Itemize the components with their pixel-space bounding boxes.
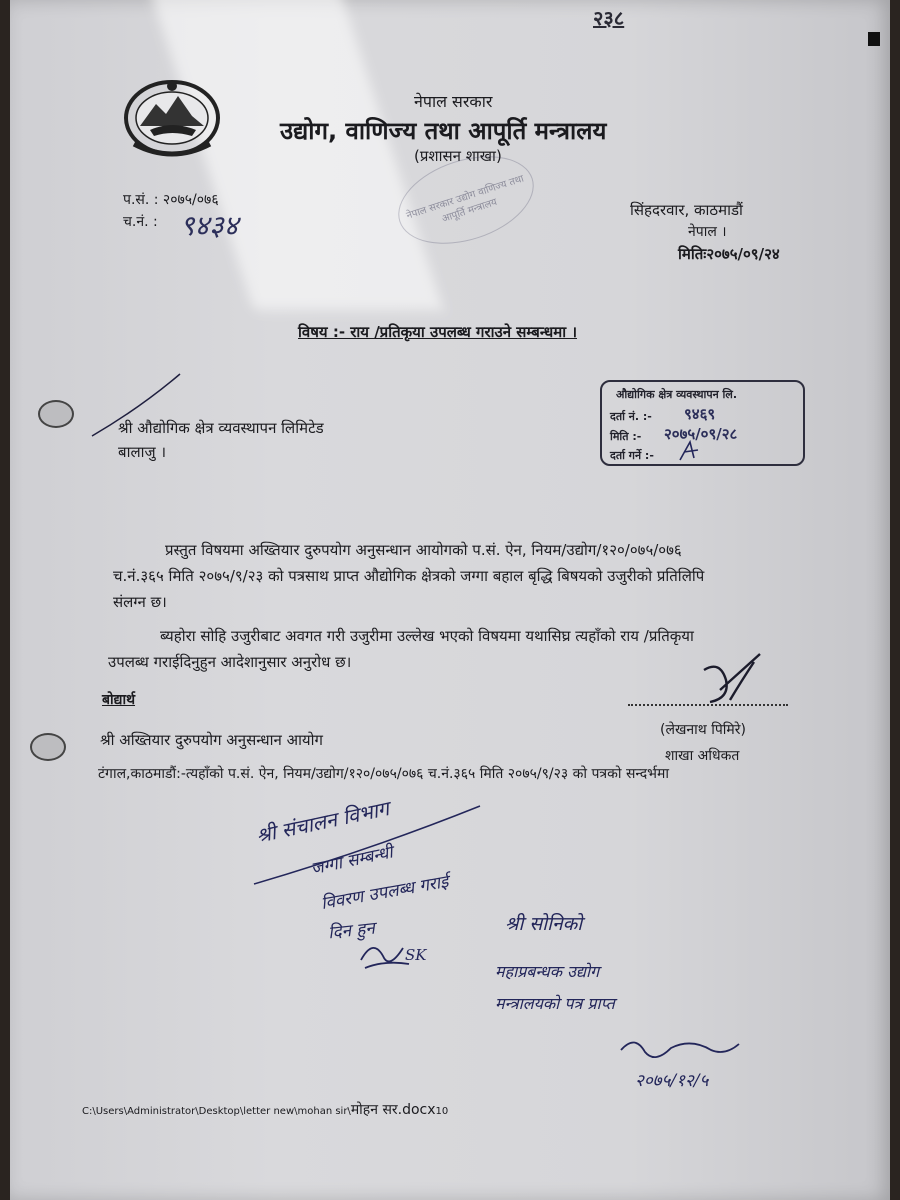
signatory-title: शाखा अधिकत (665, 748, 740, 764)
ministry-name: उद्योग, वाणिज्य तथा आपूर्ति मन्त्रालय (280, 117, 607, 145)
handwritten-note-line: विवरण उपलब्ध गराई (319, 871, 450, 915)
punch-hole (38, 400, 74, 428)
registration-date-label: मिति :- (610, 430, 642, 443)
letter-date: मितिः२०७५/०९/२४ (678, 245, 780, 263)
initials-signature (676, 440, 706, 462)
reference-number: प.सं. : २०७५/०७६ (123, 192, 219, 208)
body-paragraph-2-line-1: ब्यहोरा सोहि उजुरीबाट अवगत गरी उजुरीमा उल्लेख भएको विषयमा यथासिघ्र त्यहाँको राय /प्रतिकृया (160, 627, 694, 645)
registration-stamp (600, 380, 805, 466)
dispatch-label: च.नं. : (123, 214, 158, 230)
handwritten-date: २०७५/१२/५ (635, 1071, 709, 1091)
cc-heading: बोद्यार्थ (102, 692, 136, 708)
handwritten-note-line: मन्त्रालयको पत्र प्राप्त (495, 994, 615, 1013)
officer-signature (690, 650, 770, 730)
registration-number-label: दर्ता नं. :- (610, 410, 652, 423)
body-paragraph-1-line-1: प्रस्तुत विषयमा अख्तियार दुरुपयोग अनुसन्धान आयोगको प.सं. ऐन, नियम/उद्योग/१२०/०७५/०७६ (165, 541, 682, 559)
body-paragraph-2-line-2: उपलब्ध गराईदिनुहुन आदेशानुसार अनुरोध छ। (108, 653, 352, 671)
registration-date: २०७५/०९/२८ (664, 425, 738, 443)
dispatch-number: ९४३४ (180, 209, 239, 242)
handwritten-note-line: महाप्रबन्धक उद्योग (495, 962, 600, 981)
handwritten-note-line: दिन हुन (327, 918, 376, 944)
place: सिंहदरवार, काठमाडौं (630, 201, 743, 219)
ministry-seal: नेपाल सरकार उद्योग वाणिज्य तथा आपूर्ति मन्त्रालय (387, 140, 545, 259)
page-number: २३८ (593, 6, 625, 30)
file-path-footer (82, 1100, 448, 1119)
file-path: C:\Users\Administrator\Desktop\letter new\mohan sir\ (82, 1106, 351, 1117)
handwritten-note-line: श्री संचालन विभाग (254, 796, 392, 848)
registration-stamp-title: औद्योगिक क्षेत्र व्यवस्थापन लि. (616, 388, 738, 401)
government-name: नेपाल सरकार (414, 92, 493, 111)
handwritten-signature (355, 930, 415, 975)
registered-by-label: दर्ता गर्ने :- (610, 449, 654, 462)
subject-line: विषय :- राय /प्रतिकृया उपलब्ध गराउने सम्बन्धमा । (298, 323, 578, 341)
handwritten-initials: SK (405, 946, 427, 964)
corner-mark (868, 32, 880, 46)
body-paragraph-1-line-3: संलग्न छ। (113, 593, 167, 611)
country: नेपाल । (688, 224, 727, 240)
handwritten-note-line: जग्गा सम्बन्धी (309, 842, 395, 880)
recipient-address: बालाजु । (118, 443, 167, 461)
file-name: मोहन सर.docx (350, 1102, 436, 1118)
letter-page (10, 0, 890, 1200)
file-suffix: 10 (435, 1106, 449, 1117)
handwritten-note-line: श्री सोनिको (505, 913, 583, 935)
cc-recipient: श्री अख्तियार दुरुपयोग अनुसन्धान आयोग (100, 731, 323, 749)
body-paragraph-1-line-2: च.नं.३६५ मिति २०७५/९/२३ को पत्रसाथ प्राप्त औद्योगिक क्षेत्रको जग्गा बहाल बृद्धि बिषयको उजुरीको प्रतिलिपि (113, 567, 705, 585)
punch-hole (30, 733, 66, 761)
handwritten-signature (615, 1030, 745, 1070)
recipient-name: श्री औद्योगिक क्षेत्र व्यवस्थापन लिमिटेड (118, 419, 324, 437)
signatory-name: (लेखनाथ पिमिरे) (660, 722, 746, 738)
registration-number: ९४६९ (684, 405, 716, 423)
branch-name: (प्रशासन शाखा) (414, 147, 502, 165)
nepal-emblem-icon (122, 78, 222, 158)
cc-reference: टंगाल,काठमाडौं:-त्यहाँको प.सं. ऐन, नियम/उद्योग/१२०/०७५/०७६ च.नं.३६५ मिति २०७५/९/२३ को पत्रको सन्दर्भमा (98, 766, 670, 782)
